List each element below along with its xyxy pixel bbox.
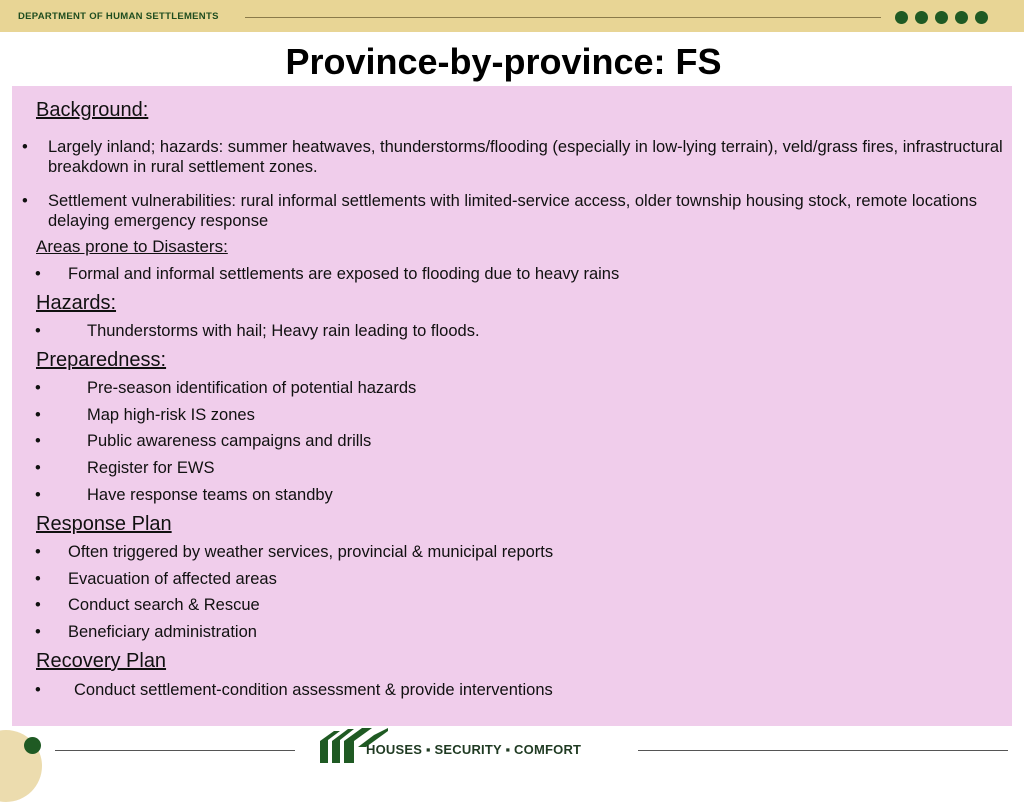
hazards-heading: Hazards:: [36, 292, 117, 314]
bullet-icon: •: [35, 459, 41, 477]
bullet-icon: •: [35, 486, 41, 504]
background-heading: Background:: [36, 99, 149, 121]
dot-icon: [915, 11, 928, 24]
dot-icon: [895, 11, 908, 24]
dot-icon: [955, 11, 968, 24]
bullet-icon: •: [35, 265, 41, 283]
list-item-text: Conduct search & Rescue: [68, 596, 260, 614]
list-item-text: Largely inland; hazards: summer heatwaves, thunderstorms/flooding (especially in low-lying terrain), veld/grass fires, infrastructural breakdown in rural settlement zones.: [48, 138, 1003, 176]
footer-tagline: HOUSES ▪ SECURITY ▪ COMFORT: [366, 742, 582, 757]
bullet-icon: •: [35, 623, 41, 641]
list-item-text: Public awareness campaigns and drills: [87, 432, 372, 450]
areas-heading: Areas prone to Disasters:: [36, 237, 228, 256]
list-item-text: Thunderstorms with hail; Heavy rain leading to floods.: [87, 322, 480, 340]
dot-icon: [935, 11, 948, 24]
footer-divider: [638, 750, 1008, 751]
list-item-text: Often triggered by weather services, provincial & municipal reports: [68, 543, 554, 561]
slide-title: Province-by-province: FS: [285, 41, 722, 82]
list-item-text: Have response teams on standby: [87, 486, 333, 504]
list-item-text: Formal and informal settlements are exposed to flooding due to heavy rains: [68, 265, 620, 283]
bullet-icon: •: [35, 322, 41, 340]
department-name: DEPARTMENT OF HUMAN SETTLEMENTS: [18, 11, 219, 22]
dot-icon: [975, 11, 988, 24]
response-plan-heading: Response Plan: [36, 513, 172, 535]
dot-icon: [24, 737, 41, 754]
list-item-text: Map high-risk IS zones: [87, 406, 255, 424]
bullet-icon: •: [35, 543, 41, 561]
list-item-text: Conduct settlement-condition assessment & provide interventions: [74, 681, 553, 699]
list-item-text: Settlement vulnerabilities: rural informal settlements with limited-service access, older township housing stock, remote locations delaying emergency response: [48, 192, 977, 230]
bullet-icon: •: [22, 138, 28, 156]
bullet-icon: •: [35, 570, 41, 588]
header-dots: [895, 11, 988, 24]
bullet-icon: •: [35, 432, 41, 450]
bullet-icon: •: [35, 406, 41, 424]
header-divider: [245, 17, 881, 18]
preparedness-heading: Preparedness:: [36, 349, 167, 371]
bullet-icon: •: [35, 596, 41, 614]
bullet-icon: •: [35, 379, 41, 397]
list-item-text: Beneficiary administration: [68, 623, 257, 641]
list-item-text: Register for EWS: [87, 459, 215, 477]
bullet-icon: •: [22, 192, 28, 210]
list-item-text: Pre-season identification of potential hazards: [87, 379, 417, 397]
bullet-icon: •: [35, 681, 41, 699]
list-item-text: Evacuation of affected areas: [68, 570, 277, 588]
footer-divider: [55, 750, 295, 751]
recovery-plan-heading: Recovery Plan: [36, 650, 167, 672]
